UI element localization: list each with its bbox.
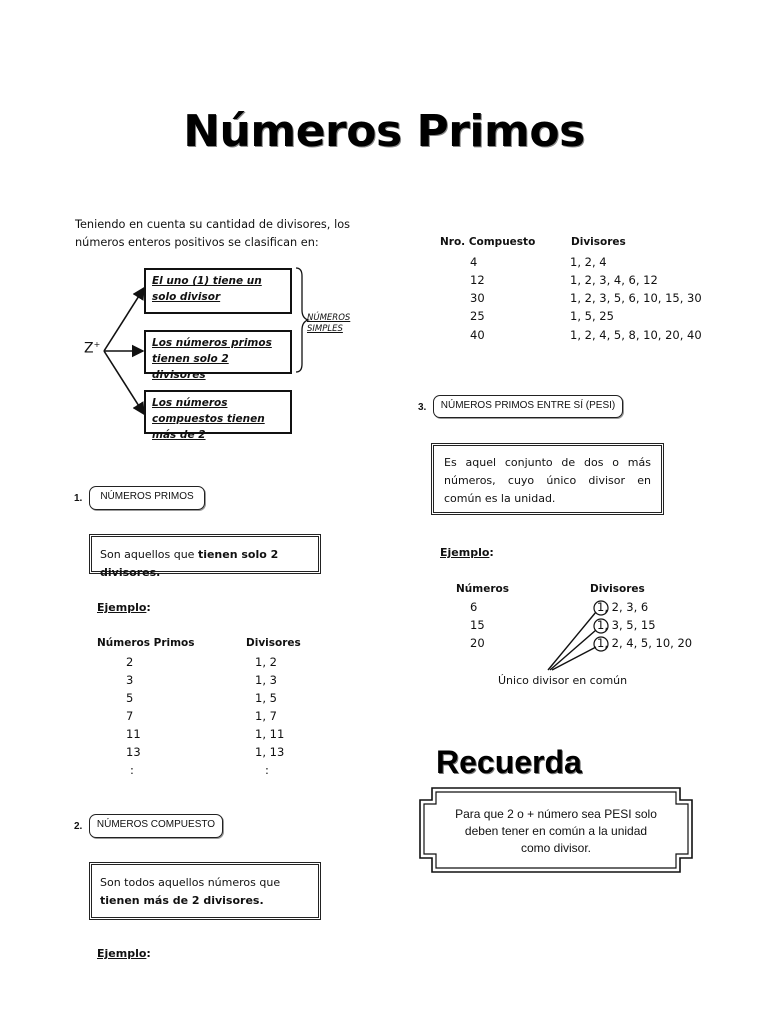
compuesto-example-colon: : — [146, 947, 151, 960]
pesi-example-colon: : — [489, 546, 494, 559]
primos-definition-text: Son aquellos que — [100, 548, 198, 561]
page-title: Números Primos — [183, 106, 585, 157]
primos-definition-bold: tienen solo 2 divisores. — [100, 548, 279, 579]
section1-label: NÚMEROS PRIMOS — [89, 486, 205, 510]
composite-row-number: 40 — [470, 328, 485, 342]
prime-row-ellipsis: : — [130, 763, 134, 777]
composite-row-number: 30 — [470, 291, 485, 305]
section2-label: NÚMEROS COMPUESTO — [89, 814, 223, 838]
prime-row-divisors: 1, 11 — [255, 727, 285, 741]
composite-header-number: Nro. Compuesto — [440, 236, 536, 248]
prime-row-number: 13 — [126, 745, 141, 759]
pesi-header-numbers: Números — [456, 583, 509, 595]
pesi-common-one: 1 — [597, 600, 605, 614]
pesi-definition-text: Es aquel conjunto de dos o más números, cuyo único divisor en común es la unidad. — [444, 456, 651, 505]
pesi-rest-divisors: , 3, 5, 15 — [604, 618, 656, 632]
pesi-rest-divisors: , 2, 3, 6 — [604, 600, 649, 614]
pesi-example-word: Ejemplo — [440, 546, 490, 559]
compuesto-definition-text: Son todos aquellos números que — [100, 876, 281, 889]
prime-row-divisors: 1, 5 — [255, 691, 277, 705]
composite-header-divisors: Divisores — [571, 236, 626, 248]
pesi-row-number: 6 — [470, 600, 478, 614]
section2-number: 2. — [74, 821, 83, 832]
box-primos-text: Los números primos tienen solo 2 divisores — [152, 337, 272, 381]
prime-row-number: 3 — [126, 673, 134, 687]
section1-number: 1. — [74, 493, 83, 504]
composite-row-divisors: 1, 5, 25 — [570, 309, 614, 323]
primos-example-label — [97, 601, 151, 614]
composite-row-divisors: 1, 2, 4, 5, 8, 10, 20, 40 — [570, 328, 702, 342]
composite-row-divisors: 1, 2, 3, 4, 6, 12 — [570, 273, 658, 287]
composite-row-divisors: 1, 2, 3, 5, 6, 10, 15, 30 — [570, 291, 702, 305]
composite-row-number: 4 — [470, 255, 478, 269]
box-uno-text: El uno (1) tiene un solo divisor — [152, 275, 262, 303]
intro-paragraph: Teniendo en cuenta su cantidad de divisores, los números enteros positivos se clasifican en: — [75, 218, 350, 249]
prime-row-divisors: 1, 3 — [255, 673, 277, 687]
common-divisor-label: Único divisor en común — [498, 674, 628, 687]
pesi-rest-divisors: , 2, 4, 5, 10, 20 — [604, 636, 693, 650]
prime-row-number: 7 — [126, 709, 134, 723]
prime-row-divisors: 1, 2 — [255, 655, 277, 669]
composite-row-divisors: 1, 2, 4 — [570, 255, 607, 269]
pesi-common-one: 1 — [597, 636, 605, 650]
pesi-header-divisors: Divisores — [590, 583, 645, 595]
primes-header-divisors: Divisores — [246, 637, 301, 649]
compuesto-definition-bold: tienen más de 2 divisores. — [100, 894, 264, 907]
prime-row-divisors: 1, 7 — [255, 709, 277, 723]
primos-example-colon: : — [146, 601, 151, 614]
primes-header-number: Números Primos — [97, 637, 195, 649]
composite-row-number: 25 — [470, 309, 485, 323]
primos-example-word: Ejemplo — [97, 601, 147, 614]
pesi-row-number: 20 — [470, 636, 485, 650]
section3-label: NÚMEROS PRIMOS ENTRE SÍ (PESI) — [433, 395, 623, 418]
prime-row-number: 5 — [126, 691, 134, 705]
primos-definition-box — [89, 534, 321, 579]
prime-row-ellipsis: : — [265, 763, 269, 777]
pesi-common-one: 1 — [597, 618, 605, 632]
box-compuestos-text: Los números compuestos tienen más de 2 — [152, 397, 265, 441]
prime-row-divisors: 1, 13 — [255, 745, 285, 759]
z-letter: Z — [84, 340, 94, 357]
section3-number: 3. — [418, 402, 427, 413]
recuerda-note: Para que 2 o + número sea PESI solo deben tener en común a la unidad como divisor. — [455, 807, 657, 855]
brace-label-line1: NÚMEROS — [307, 313, 351, 323]
brace-label-line2: SIMPLES — [307, 324, 343, 334]
z-superscript: + — [93, 340, 101, 349]
compuesto-example-label — [97, 947, 151, 960]
compuesto-definition-box — [89, 862, 321, 920]
prime-row-number: 2 — [126, 655, 134, 669]
compuesto-example-word: Ejemplo — [97, 947, 147, 960]
pesi-row-number: 15 — [470, 618, 485, 632]
composite-row-number: 12 — [470, 273, 485, 287]
prime-row-number: 11 — [126, 727, 141, 741]
recuerda-heading: Recuerda — [436, 744, 582, 780]
